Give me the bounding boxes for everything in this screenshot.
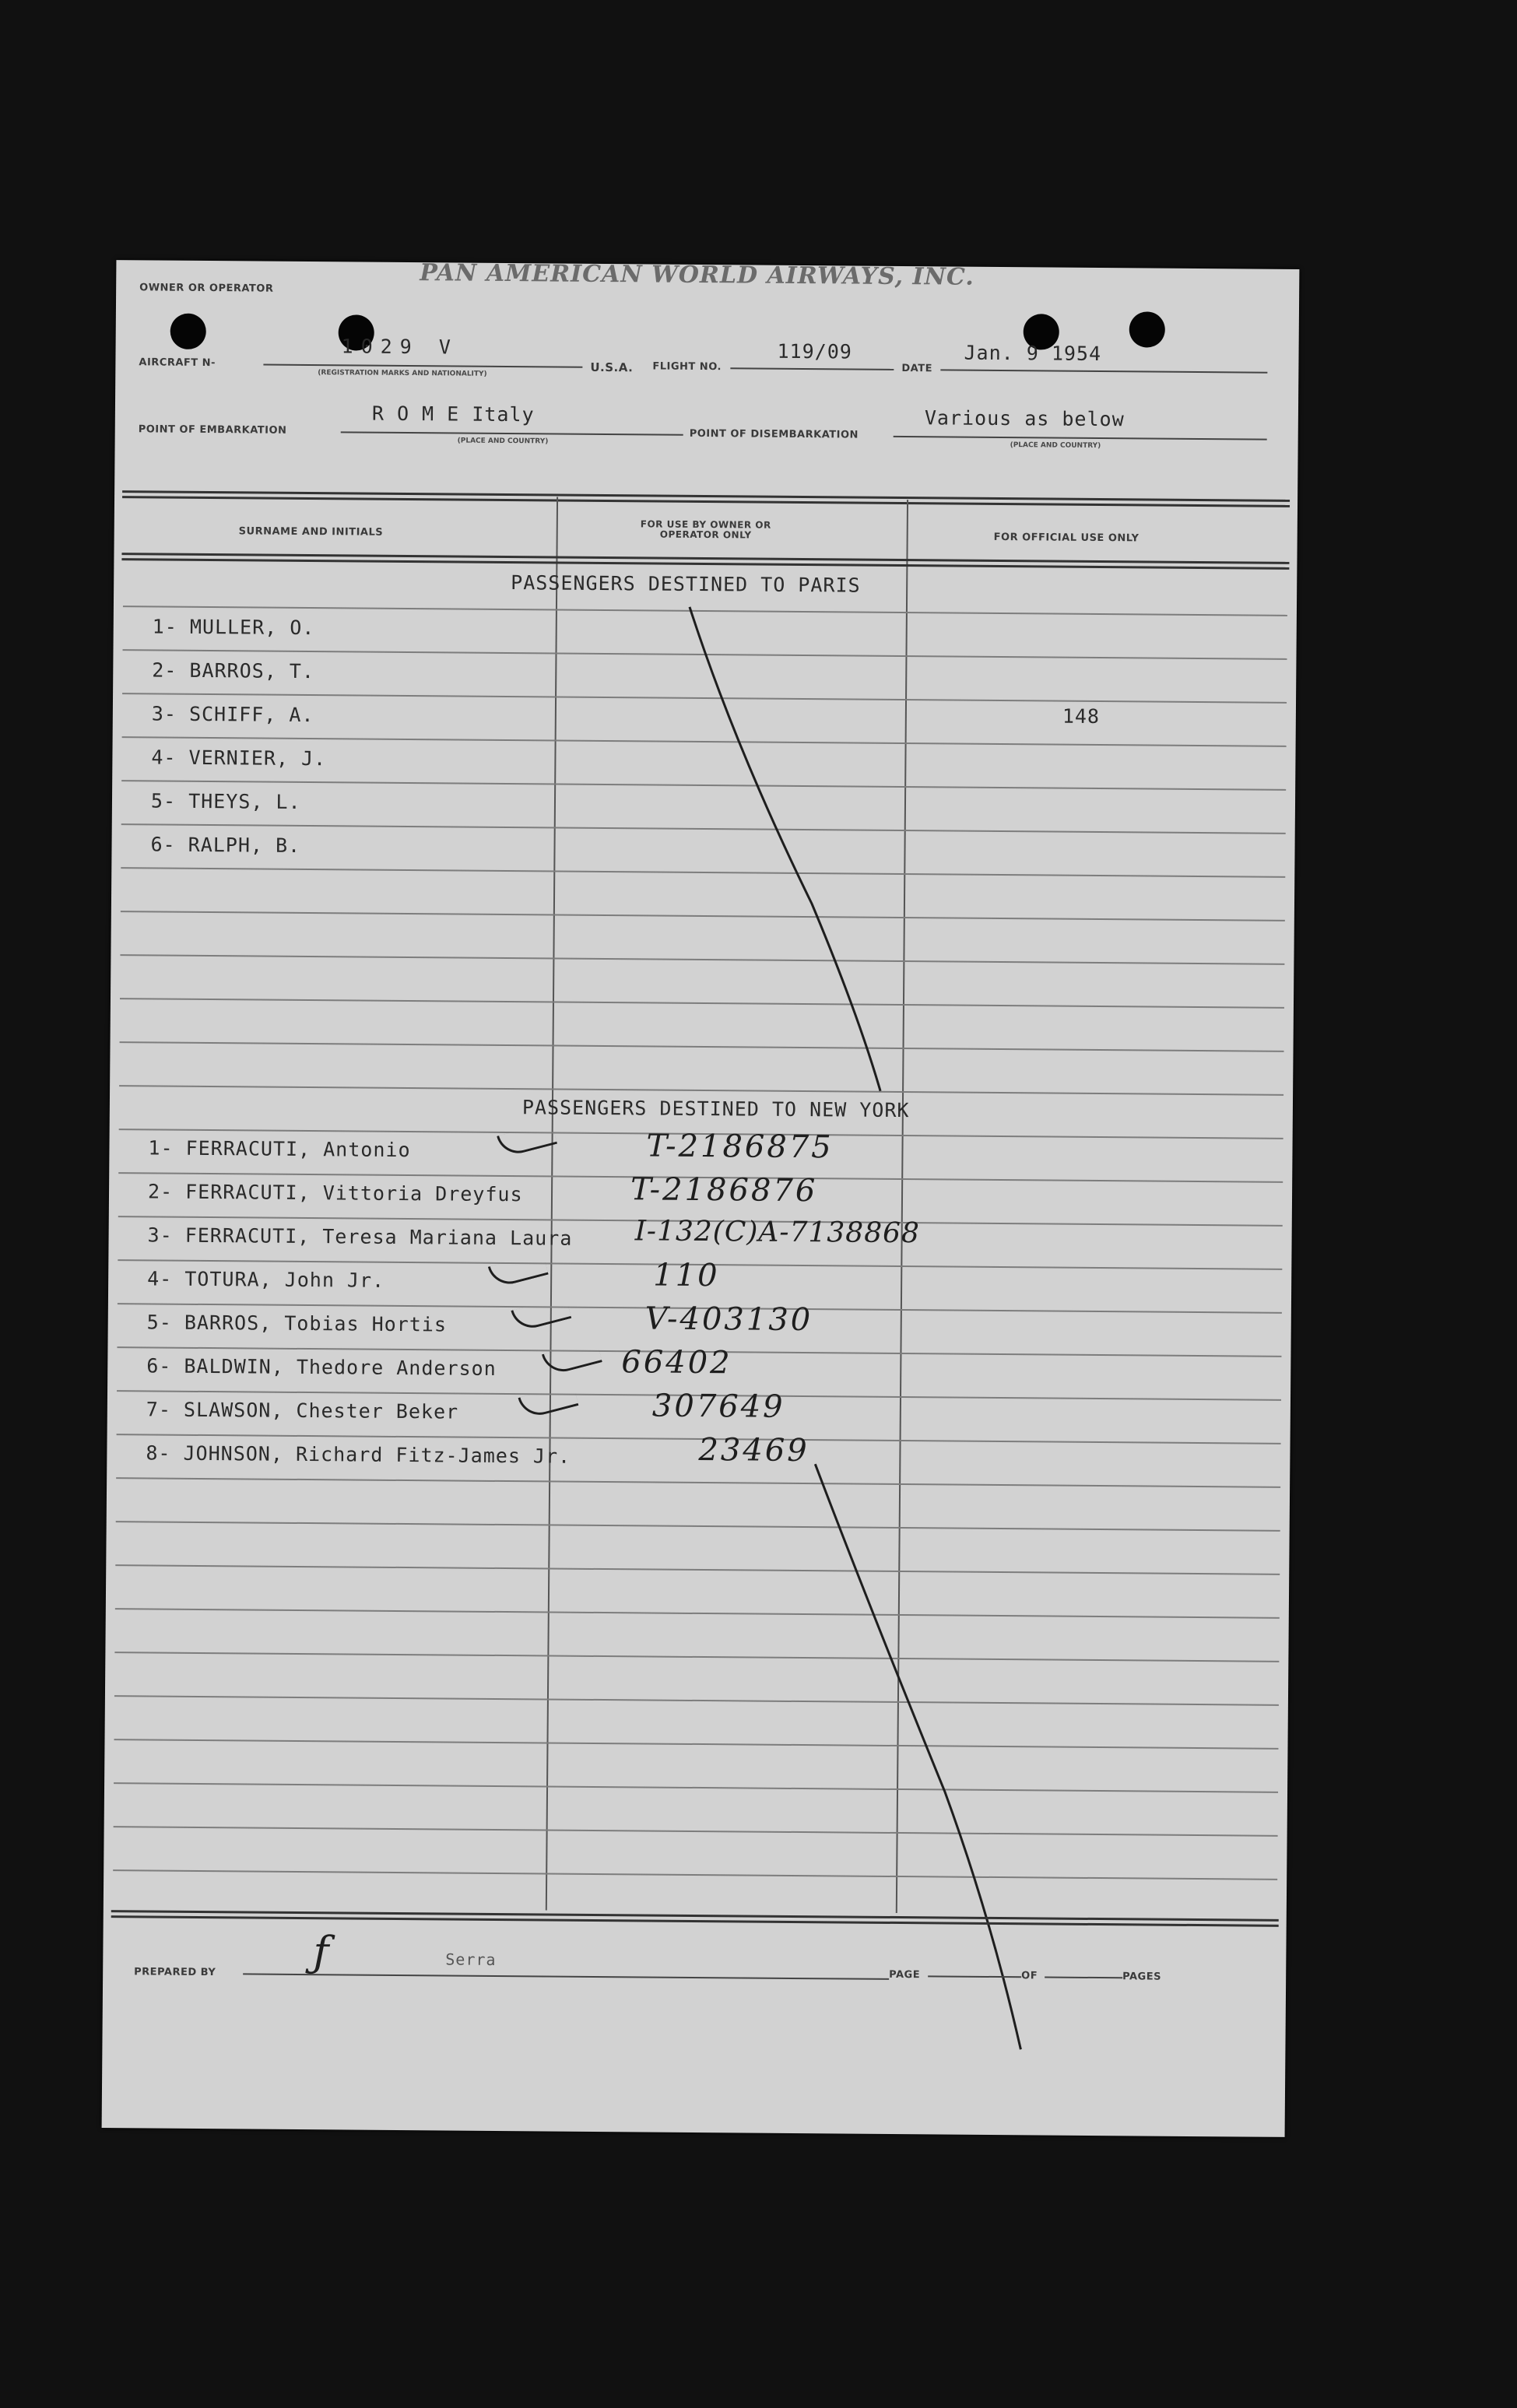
ruled-line [119,1085,1283,1096]
preparer-name: Serra [445,1950,497,1969]
list-item: 3- SCHIFF, A. [151,702,314,727]
list-item: 7- SLAWSON, Chester Beker [146,1398,459,1423]
check-mark-icon [497,1122,557,1158]
disembarkation-value: Various as below [924,406,1125,431]
ruled-line [114,1652,1279,1662]
pen-stroke-line [686,607,884,1091]
ruled-line [120,954,1284,965]
section-heading-paris: PASSENGERS DESTINED TO PARIS [511,571,861,597]
ruled-line [121,553,1289,570]
ruled-line [114,1826,1278,1837]
list-item: 6- BALDWIN, Thedore Anderson [146,1354,497,1380]
ruled-line [116,1477,1280,1488]
handwritten-number: 110 [653,1257,720,1294]
ruled-line [114,1695,1279,1706]
list-item: 2- FERRACUTI, Vittoria Dreyfus [147,1180,523,1206]
ruled-line [120,1041,1284,1052]
list-item: 5- THEYS, L. [150,789,301,813]
table-bottom-border [111,1910,1279,1927]
ruled-line [114,1739,1279,1750]
table-top-border [122,490,1290,507]
ruled-line [121,911,1285,921]
preparer-signature: ƒ [313,1927,329,1977]
list-item: 4- VERNIER, J. [151,746,327,770]
ruled-line [122,736,1287,747]
punch-hole-icon [170,314,206,349]
of-label: OF [1021,1970,1038,1982]
embarkation-caption: (PLACE AND COUNTRY) [457,437,549,446]
column-header-owner-use: FOR USE BY OWNER OR OPERATOR ONLY [640,518,771,541]
handwritten-number: T-2186875 [646,1128,834,1166]
ruled-line [121,780,1286,791]
pen-stroke-line [810,1464,1025,2049]
flight-number: 119/09 [777,339,852,363]
list-item: 5- BARROS, Tobias Hortis [146,1311,448,1336]
handwritten-number: 307649 [651,1388,785,1425]
list-item: 4- TOTURA, John Jr. [147,1267,385,1292]
check-mark-icon [511,1297,571,1332]
page-label: PAGE [889,1968,921,1982]
handwritten-number: V-403130 [644,1301,813,1339]
column-header-surname: SURNAME AND INITIALS [238,525,384,539]
punch-hole-icon [1129,311,1165,347]
list-item: 6- RALPH, B. [150,833,301,857]
check-mark-icon [518,1384,578,1420]
handwritten-number: 23469 [698,1431,809,1469]
check-mark-icon [488,1252,549,1288]
list-item: 8- JOHNSON, Richard Fitz-James Jr. [146,1441,571,1468]
disembarkation-label: POINT OF DISEMBARKATION [689,427,859,441]
list-item: 2- BARROS, T. [152,658,315,683]
ruled-line [123,606,1287,616]
flight-label: FLIGHT NO. [652,360,722,374]
manifest-sheet [102,260,1300,2137]
handwritten-number: T-2186876 [630,1171,818,1209]
official-note-148: 148 [1062,704,1101,728]
column-header-official-use: FOR OFFICIAL USE ONLY [993,531,1140,545]
ruled-line [122,693,1287,704]
date-label: DATE [901,362,933,375]
registration-caption: (REGISTRATION MARKS AND NATIONALITY) [318,369,487,378]
aircraft-label: AIRCRAFT N- [139,356,216,370]
handwritten-number: I-132(C)A-7138868 [634,1215,921,1250]
handwritten-number: 66402 [621,1344,732,1381]
company-name: PAN AMERICAN WORLD AIRWAYS, INC. [420,259,974,291]
list-item: 1- MULLER, O. [152,615,315,640]
embarkation-value: R O M E Italy [371,402,535,426]
ruled-line [123,649,1287,660]
section-heading-new-york: PASSENGERS DESTINED TO NEW YORK [521,1096,910,1122]
embarkation-label: POINT OF EMBARKATION [138,423,287,437]
ruled-line [114,1782,1278,1793]
prepared-by-label: PREPARED BY [134,1966,216,1979]
ruled-line [121,823,1286,834]
disembarkation-caption: (PLACE AND COUNTRY) [1010,441,1101,451]
usa-label: U.S.A. [590,360,634,375]
pages-label: PAGES [1122,1971,1162,1983]
ruled-line [116,1521,1280,1532]
ruled-line [121,867,1285,878]
ruled-line [120,998,1284,1009]
ruled-line [115,1608,1280,1619]
ruled-line [113,1869,1277,1880]
list-item: 1- FERRACUTI, Antonio [148,1136,411,1162]
ruled-line [115,1564,1280,1575]
list-item: 3- FERRACUTI, Teresa Mariana Laura [147,1223,573,1250]
flight-date: Jan. 9 1954 [964,341,1102,366]
aircraft-value: 1029 V [341,335,459,359]
owner-label: OWNER OR OPERATOR [139,282,274,295]
